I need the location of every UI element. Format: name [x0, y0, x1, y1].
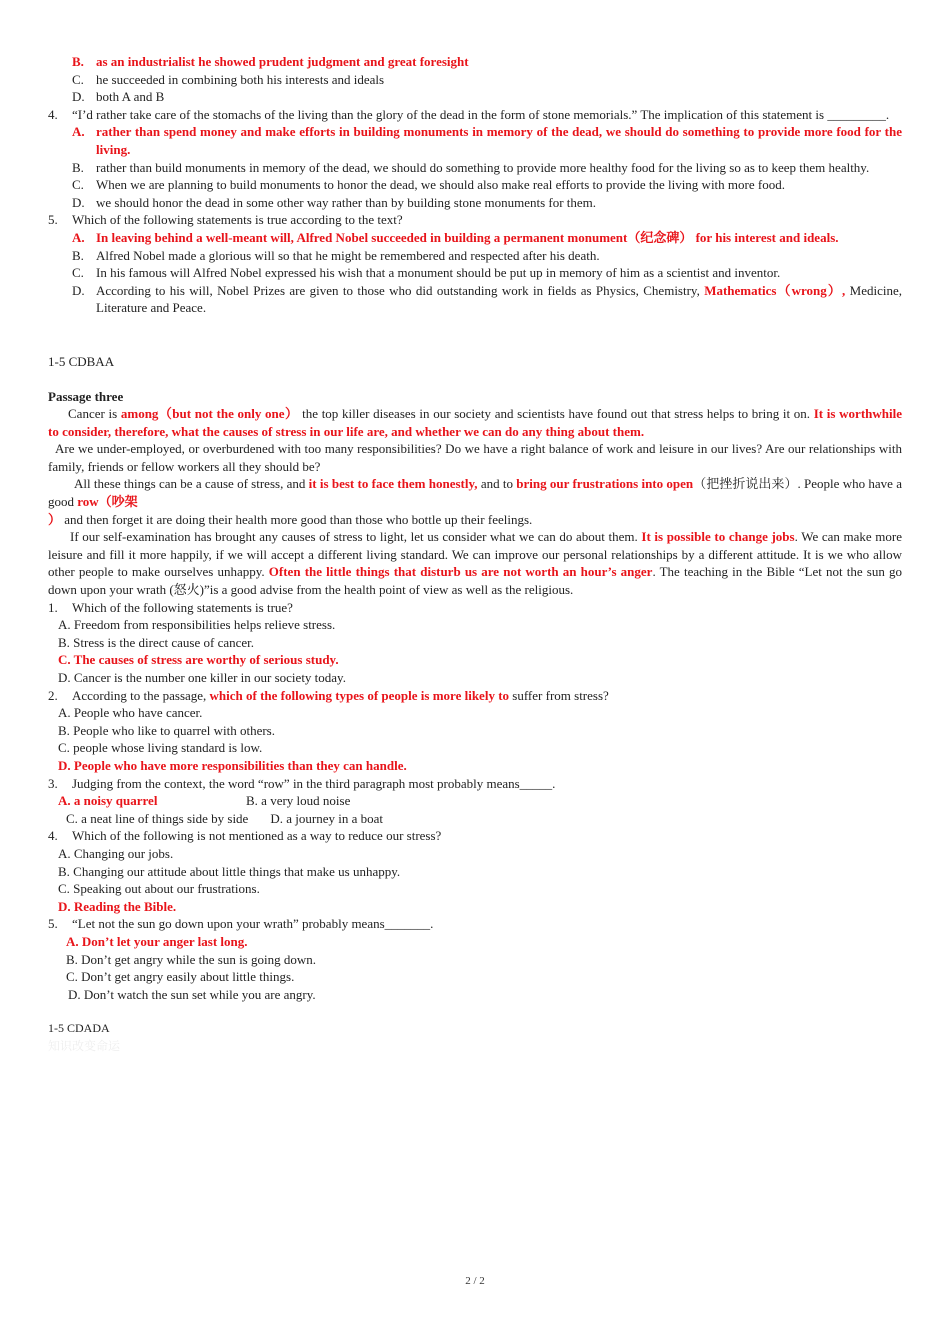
passage-title: Passage three: [48, 388, 124, 404]
passage-paragraph-3: All these things can be a cause of stress, and it is best to face them honestly, and to bring our frustrations into open（把挫折说出来）. People who have a good row（吵架 ） and then forget it are doing their health more good than those who bottle up their feelings.: [48, 476, 902, 527]
p3-q4-option-b: B. Changing our attitude about little things that make us unhappy.: [58, 863, 401, 879]
p1-q4-option-a: A. rather than spend money and make efforts in building monuments in memory of the dead, we should do something to provide more food for the living.: [72, 124, 902, 157]
p3-question-5: 5. “Let not the sun go down upon your wrath” probably means_______.: [48, 916, 434, 932]
document-page: [48, 53, 902, 1055]
p3-q3-option-c: C. a neat line of things side by side: [66, 810, 249, 826]
p3-q2-option-d: D. People who have more responsibilities than they can handle.: [58, 757, 407, 773]
p3-question-3: 3. Judging from the context, the word “row” in the third paragraph most probably means_____.: [48, 775, 556, 791]
p3-question-1: 1. Which of the following statements is true?: [48, 599, 293, 615]
p3-q5-option-b: B. Don’t get angry while the sun is going down.: [66, 951, 316, 967]
page-number: 2 / 2: [465, 1275, 485, 1287]
p3-q1-option-a: A. Freedom from responsibilities helps relieve stress.: [58, 617, 336, 633]
p1-q5-option-d: D. According to his will, Nobel Prizes are given to those who did outstanding work in fields as Physics, Chemistry, Mathematics（wrong）, Medicine, Literature and Peace.: [72, 282, 902, 316]
p3-q1-option-d: D. Cancer is the number one killer in our society today.: [58, 670, 346, 685]
p3-question-4: 4. Which of the following is not mentioned as a way to reduce our stress?: [48, 828, 442, 844]
p3-question-2: 2. According to the passage, which of the following types of people is more likely to suffer from stress?: [48, 687, 609, 703]
p3-q3-options-cd: [48, 810, 902, 828]
p1-question-4: 4. “I’d rather take care of the stomachs of the living than the glory of the dead in the form of stone memorials.” The implication of this statement is _________.: [48, 106, 890, 122]
p3-q1-option-b: B. Stress is the direct cause of cancer.: [58, 634, 255, 650]
p1-q4-option-b: B. rather than build monuments in memory of the dead, we should do something to provide more healthy food for the living so as to keep them healthy.: [72, 159, 870, 175]
p1-q3-option-c: C. he succeeded in combining both his interests and ideals: [72, 71, 385, 87]
p3-q3-options-ab: [48, 792, 902, 810]
p1-q5-option-b: B. Alfred Nobel made a glorious will so that he might be remembered and respected after his death.: [72, 247, 600, 263]
p1-q4-option-d: D. we should honor the dead in some other way rather than by building stone monuments for them.: [72, 194, 597, 210]
p1-q3-option-b: B. as an industrialist he showed prudent judgment and great foresight: [72, 54, 469, 69]
p1-q5-option-c: C. In his famous will Alfred Nobel expressed his wish that a monument should be put up in memory of him as a scientist and inventor.: [72, 265, 781, 281]
p3-q2-option-a: A. People who have cancer.: [58, 705, 203, 721]
p1-q5-option-a: A. In leaving behind a well-meant will, Alfred Nobel succeeded in building a permanent monument（纪念碑） for his interest and ideals.: [72, 229, 839, 245]
p3-q5-option-c: C. Don’t get angry easily about little things.: [66, 969, 295, 985]
p1-answer-key: 1-5 CDBAA: [48, 353, 115, 369]
p1-q4-option-c: C. When we are planning to build monuments to honor the dead, we should also make real efforts to provide the living with more food.: [72, 177, 785, 193]
p1-question-5: 5. Which of the following statements is true according to the text?: [48, 212, 403, 228]
p3-q2-option-c: C. people whose living standard is low.: [58, 740, 263, 756]
p3-q4-option-a: A. Changing our jobs.: [58, 845, 174, 861]
p3-q4-option-d: D. Reading the Bible.: [58, 898, 177, 914]
passage-paragraph-4: If our self-examination has brought any causes of stress to light, let us consider what we can do about them. It is possible to change jobs. We can make more leisure and fill it more happily, if we will accept a different living standard. We can improve our personal relationships by a different attitude. It is we who allow other people to make ourselves unhappy. Often the little things that disturb us are not worth an hour’s anger. The teaching in the Bible “Let not the sun go down upon your wrath (怒火)”is a good advise from the health point of view as well as the religious.: [48, 529, 903, 598]
passage-paragraph-2: Are we under-employed, or overburdened with too many responsibilities? Do we have a right balance of work and leisure in our lives? Are our relationships with family, friends or fellow workers all they should be?: [48, 441, 902, 474]
p3-q4-option-c: C. Speaking out about our frustrations.: [58, 881, 260, 897]
p3-q3-option-b: B. a very loud noise: [246, 793, 351, 809]
watermark-text: 知识改变命运: [48, 1038, 121, 1053]
p3-q1-option-c: C. The causes of stress are worthy of serious study.: [58, 652, 339, 668]
p3-q3-option-a: A. a noisy quarrel: [58, 793, 158, 809]
p3-q5-option-a: A. Don’t let your anger last long.: [66, 933, 248, 949]
p3-answer-key: 1-5 CDADA: [48, 1021, 110, 1036]
p3-q2-option-b: B. People who like to quarrel with others.: [58, 722, 275, 738]
p3-q5-option-d: D. Don’t watch the sun set while you are angry.: [68, 986, 316, 1002]
p3-q3-option-d: D. a journey in a boat: [270, 810, 383, 826]
p1-q3-option-d: D. both A and B: [72, 89, 165, 105]
passage-paragraph-1: Cancer is among（but not the only one） the top killer diseases in our society and scientists have found out that stress helps to bring it on. It is worthwhile to consider, therefore, what the causes of stress in our life are, and whether we can do any thing about them.: [48, 406, 902, 439]
